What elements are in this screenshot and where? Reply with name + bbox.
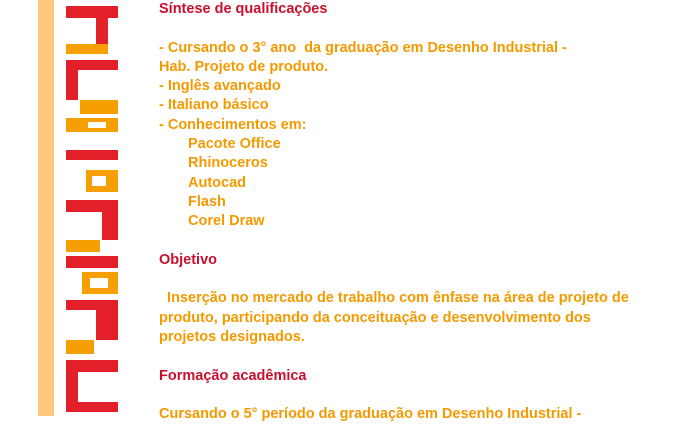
qualification-item: - Conhecimentos em: xyxy=(159,116,307,133)
education-heading: Formação acadêmica xyxy=(159,367,307,384)
resume-content xyxy=(159,0,689,425)
education-line: Cursando o 5° período da graduação em Desenho Industrial - xyxy=(159,406,582,423)
software-item: Pacote Office xyxy=(188,136,281,153)
side-stripe xyxy=(38,0,54,416)
objective-line: produto, participando da conceituação e desenvolvimento dos xyxy=(159,309,591,326)
software-item: Corel Draw xyxy=(188,213,265,230)
qualifications-heading: Síntese de qualificações xyxy=(159,1,328,17)
vertical-name-banner xyxy=(66,0,126,416)
software-item: Autocad xyxy=(188,174,246,191)
qualification-item: - Italiano básico xyxy=(159,97,269,114)
objective-line: projetos designados. xyxy=(159,329,305,346)
qualification-item: - Cursando o 3° ano da graduação em Desenho Industrial - xyxy=(159,39,567,56)
objective-heading: Objetivo xyxy=(159,251,218,268)
objective-line: Inserção no mercado de trabalho com ênfase na área de projeto de xyxy=(159,290,629,307)
qualification-item: Hab. Projeto de produto. xyxy=(159,58,329,75)
qualification-item: - Inglês avançado xyxy=(159,78,281,95)
software-item: Rhinoceros xyxy=(188,155,268,172)
software-item: Flash xyxy=(188,193,226,210)
